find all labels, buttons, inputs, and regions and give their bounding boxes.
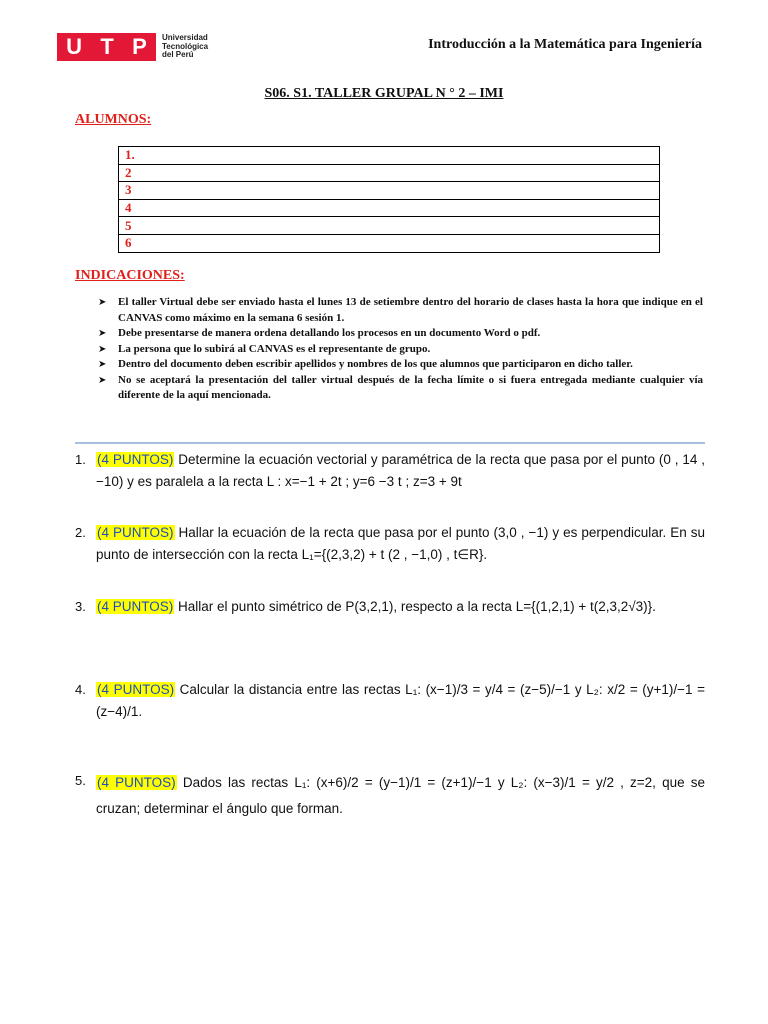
table-row [119, 217, 660, 235]
arrow-bullet-icon: ➤ [98, 343, 107, 355]
problem-number: 5. [75, 773, 86, 788]
arrow-bullet-icon: ➤ [98, 297, 107, 308]
indications-list [98, 295, 703, 404]
logo-letter: P [132, 34, 147, 59]
indication-text: No se aceptará la presentación del taller virtual después de la fecha límite o si fuera entregada mediante cualquier vía diferente de la aquí mencionada. [118, 373, 703, 401]
arrow-bullet-icon: ➤ [98, 374, 107, 386]
problem-text: Calcular la distancia entre las rectas L₁: (x−1)/3 = y/4 = (z−5)/−1 y L₂: x/2 = (y+1)/−1 = (z−4)/1. [96, 682, 706, 719]
student-row-number[interactable]: 3 [119, 182, 660, 200]
student-row-number[interactable]: 2 [119, 164, 660, 182]
list-item [98, 326, 703, 342]
table-row [119, 199, 660, 217]
table-row [119, 234, 660, 252]
problem-number: 2. [75, 525, 86, 540]
problem-3 [75, 596, 705, 618]
student-row-number[interactable]: 1. [119, 147, 660, 165]
course-title: Introducción a la Matemática para Ingeniería [428, 37, 702, 52]
list-item [98, 295, 703, 326]
points-badge: (4 PUNTOS) [97, 452, 174, 467]
students-label: ALUMNOS: [75, 112, 152, 127]
logo-line: Universidad [162, 33, 208, 43]
problem-body [96, 449, 705, 493]
table-row [119, 182, 660, 200]
logo-wordmark [162, 34, 208, 60]
problem-text: Determine la ecuación vectorial y paramétrica de la recta que pasa por el punto (0 , 14 , −10) y es paralela a la recta L : x=−1 + 2t ; y=6 −3 t ; z=3 + 9t [96, 452, 705, 489]
indication-text: La persona que lo subirá al CANVAS es el representante de grupo. [118, 342, 431, 355]
points-badge: (4 PUNTOS) [97, 775, 176, 790]
logo-line: Tecnológica [162, 41, 209, 51]
list-item [98, 357, 703, 373]
points-badge: (4 PUNTOS) [97, 682, 175, 697]
problem-5 [75, 770, 705, 822]
list-item [98, 342, 703, 358]
arrow-bullet-icon: ➤ [98, 359, 107, 370]
doc-title [0, 86, 768, 102]
logo-mark [57, 33, 156, 61]
problem-1 [75, 449, 705, 493]
logo-letter: T [100, 34, 114, 59]
problem-body [96, 596, 705, 618]
problem-body [96, 522, 705, 566]
table-row [119, 147, 660, 165]
logo-letter: U [66, 34, 83, 59]
arrow-bullet-icon: ➤ [98, 328, 107, 339]
problem-number: 3. [75, 599, 86, 614]
indication-text: Dentro del documento deben escribir apellidos y nombres de los que alumnos que participaron en dicho taller. [118, 358, 633, 370]
problem-text: Hallar la ecuación de la recta que pasa por el punto (3,0 , −1) y es perpendicular. En su punto de intersección con la recta L₁={(2,3,2) + t (2 , −1,0) , t∈R}. [96, 525, 705, 562]
utp-logo [57, 33, 208, 61]
problem-body [96, 679, 705, 723]
problem-number: 4. [75, 682, 86, 697]
problem-body [96, 770, 705, 822]
points-badge: (4 PUNTOS) [97, 525, 174, 540]
indication-text: El taller Virtual debe ser enviado hasta el lunes 13 de setiembre dentro del horario de clases hasta la hora que indique en el CANVAS como máximo en la semana 6 sesión 1. [118, 296, 703, 324]
problem-text: Dados las rectas L₁: (x+6)/2 = (y−1)/1 = (z+1)/−1 y L₂: (x−3)/1 = y/2 , z=2, que se cruzan; determinar el ángulo que forman. [96, 775, 706, 816]
doc-title-text: S06. S1. TALLER GRUPAL N ° 2 – IMI [264, 86, 504, 101]
list-item [98, 373, 703, 404]
logo-line: del Perú [162, 50, 194, 60]
table-row [119, 164, 660, 182]
section-divider [75, 442, 705, 444]
student-row-number[interactable]: 6 [119, 234, 660, 252]
problem-text: Hallar el punto simétrico de P(3,2,1), respecto a la recta L={(1,2,1) + t(2,3,2√3)}. [178, 599, 656, 614]
problem-2 [75, 522, 705, 566]
indications-label: INDICACIONES: [75, 268, 185, 283]
indication-text: Debe presentarse de manera ordena detallando los procesos en un documento Word o pdf. [118, 327, 541, 339]
problem-number: 1. [75, 452, 86, 467]
student-row-number[interactable]: 4 [119, 199, 660, 217]
problem-4 [75, 679, 705, 723]
students-table [118, 146, 660, 253]
student-row-number[interactable]: 5 [119, 217, 660, 235]
points-badge: (4 PUNTOS) [97, 599, 174, 614]
